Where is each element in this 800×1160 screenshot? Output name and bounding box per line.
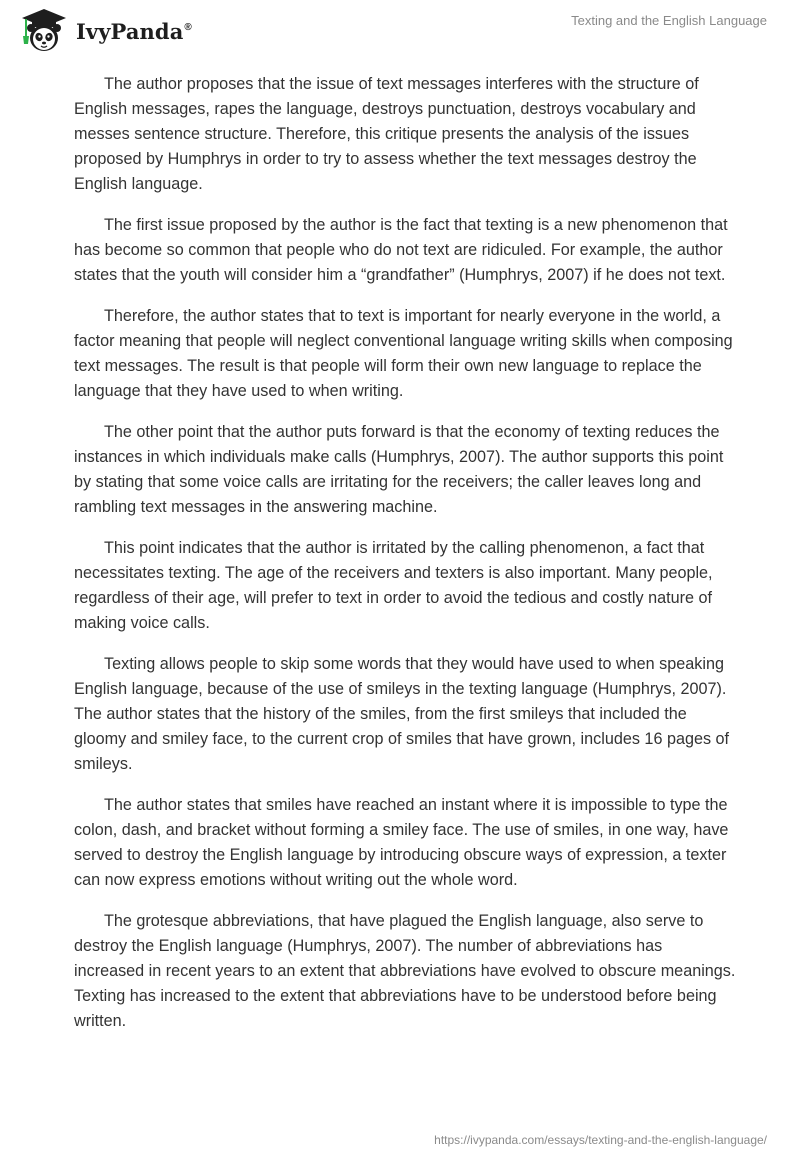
- paragraph: The author proposes that the issue of text messages interferes with the structure of English messages, rapes the language, destroys punctuation, destroys vocabulary and messes sentence structure. Therefore, this critique presents the analysis of the issues proposed by Humphrys in order to try to assess whether the text messages destroy the English language.: [74, 75, 699, 193]
- brand-name: IvyPanda®: [76, 18, 192, 44]
- paragraph: The author states that smiles have reached an instant where it is impossible to type the colon, dash, and bracket without forming a smiley face. The use of smiles, in one way, have served to destroy the English language by introducing obscure ways of expression, a texter can now express emotions without writing out the whole word.: [74, 796, 729, 889]
- paragraph: Texting allows people to skip some words that they would have used to when speaking English language, because of the use of smileys in the texting language (Humphrys, 2007). The author states that the history of the smiles, from the first smileys that included the gloomy and smiley face, to the current crop of smiles that have grown, includes 16 pages of smileys.: [74, 655, 730, 773]
- page-header: [0, 0, 800, 60]
- paragraph: The other point that the author puts forward is that the economy of texting reduces the instances in which individuals make calls (Humphrys, 2007). The author supports this point by stating that some voice calls are irritating for the receivers; the caller leaves long and rambling text messages in the answering machine.: [74, 423, 724, 516]
- panda-graduation-cap-icon: [14, 6, 70, 56]
- essay-body: [74, 72, 736, 1050]
- paragraph: The first issue proposed by the author is the fact that texting is a new phenomenon that has become so common that people who do not text are ridiculed. For example, the author states that the youth will consider him a “grandfather” (Humphrys, 2007) if he does not text.: [74, 216, 728, 284]
- paragraph: This point indicates that the author is irritated by the calling phenomenon, a fact that necessitates texting. The age of the receivers and texters is also important. Many people, regardless of their age, will prefer to text in order to avoid the tedious and costly nature of making voice calls.: [74, 539, 713, 632]
- paragraph: The grotesque abbreviations, that have plagued the English language, also serve to destroy the English language (Humphrys, 2007). The number of abbreviations has increased in recent years to an extent that abbreviations have evolved to obscure meanings. Texting has increased to the extent that abbreviations have to be understood before being written.: [74, 912, 736, 1030]
- paragraph: Therefore, the author states that to text is important for nearly everyone in the world, a factor meaning that people will neglect conventional language writing skills when composing text messages. The result is that people will form their own new language to replace the language that they have used to when writing.: [74, 307, 733, 400]
- registered-mark: ®: [184, 21, 192, 33]
- ivypanda-logo[interactable]: [14, 6, 192, 56]
- source-url[interactable]: https://ivypanda.com/essays/texting-and-the-english-language/: [434, 1133, 767, 1147]
- document-title: Texting and the English Language: [571, 13, 767, 28]
